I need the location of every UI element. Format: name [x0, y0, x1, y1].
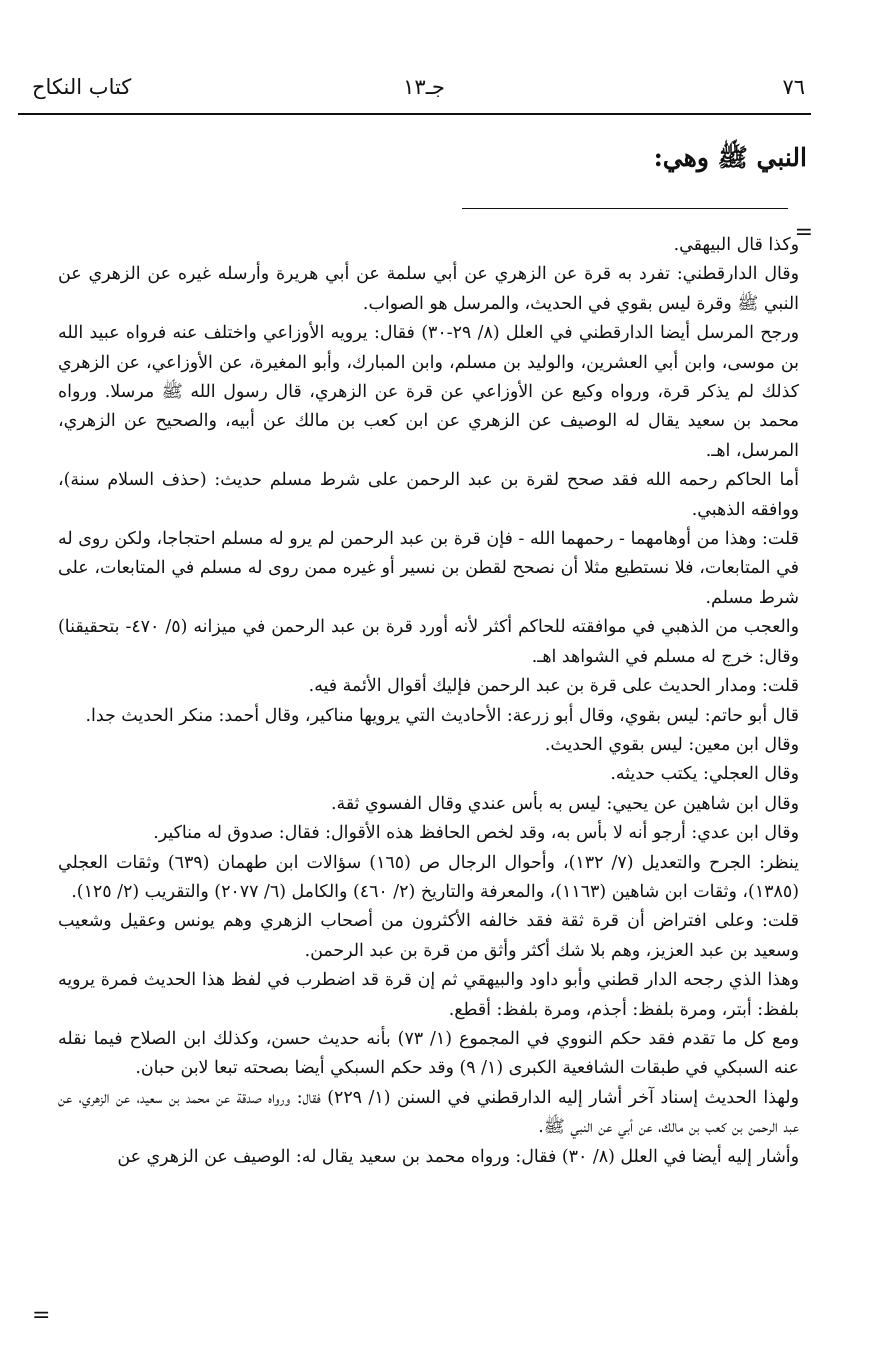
main-text-line: النبي ﷺ وهي:	[653, 143, 807, 172]
page-number: ٧٦	[782, 75, 805, 99]
footnote-paragraph: قلت: ومدار الحديث على قرة بن عبد الرحمن فإليك أقوال الأئمة فيه.	[308, 676, 799, 697]
footnote-continuation-marker-top: =	[794, 220, 813, 245]
footnote-paragraph: وكذا قال البيهقي.	[673, 235, 799, 255]
footnote-separator	[462, 208, 788, 209]
footnote-continuation-marker-bottom: =	[32, 1303, 51, 1328]
footnote-paragraph: وقال الدارقطني: تفرد به قرة عن الزهري عن أبي سلمة عن أبي هريرة وأرسله غيره عن الزهري عن النبي ﷺ وقرة ليس بقوي في الحديث، والمرسل هو الصواب.	[58, 264, 799, 314]
running-header-title: كتاب النكاح	[32, 75, 132, 99]
footnote-paragraph: وقال ابن معين: ليس بقوي الحديث.	[544, 734, 799, 755]
footnote-body	[58, 231, 799, 1172]
running-header-volume: جـ١٣	[403, 75, 445, 99]
footnote-paragraph: ولهذا الحديث إسناد آخر أشار إليه الدارقطني في السنن (١/ ٢٢٩) فقال: ورواه صدقة عن محمد بن سعيد، عن الزهري، عن عبد الرحمن بن كعب بن مالك، عن أبي عن النبي ﷺ.	[58, 1087, 799, 1138]
footnote-paragraph: وقال ابن عدي: أرجو أنه لا بأس به، وقد لخص الحافظ هذه الأقوال: فقال: صدوق له مناكير.	[153, 823, 799, 844]
footnote-paragraph: ومع كل ما تقدم فقد حكم النووي في المجموع (١/ ٧٣) بأنه حديث حسن، وكذلك ابن الصلاح فيما نقله عنه السبكي في طبقات الشافعية الكبرى (١/ ٩) وقد حكم السبكي أيضا بصحته تبعا لابن حبان.	[58, 1028, 800, 1079]
footnote-paragraph: وقال العجلي: يكتب حديثه.	[610, 764, 799, 785]
footnote-paragraph: والعجب من الذهبي في موافقته للحاكم أكثر لأنه أورد قرة بن عبد الرحمن في ميزانه (٥/ ٤٧٠- بتحقيقنا) وقال: خرج له مسلم في الشواهد اهـ.	[58, 617, 799, 667]
footnote-paragraph: وأشار إليه أيضا في العلل (٨/ ٣٠) فقال: ورواه محمد بن سعيد يقال له: الوصيف عن الزهري عن	[117, 1146, 799, 1167]
footnote-paragraph: وقال ابن شاهين عن يحيي: ليس به بأس عندي وقال الفسوي ثقة.	[331, 793, 799, 814]
footnote-paragraph: أما الحاكم رحمه الله فقد صحح لقرة بن عبد الرحمن على شرط مسلم حديث: (حذف السلام سنة)، ووافقه الذهبي.	[58, 470, 799, 520]
footnote-paragraph: قلت: وهذا من أوهامهما - رحمهما الله - فإن قرة بن عبد الرحمن لم يرو له مسلم احتجاجا، ولكن روى له في المتابعات، فلا نستطيع مثلا أن نصحح لقطن بن نسير أو غيره ممن روى له مسلم في المتابعات، على شرط مسلم.	[58, 529, 799, 608]
footnote-paragraph: وهذا الذي رجحه الدار قطني وأبو داود والبيهقي ثم إن قرة قد اضطرب في لفظ هذا الحديث فمرة يرويه بلفظ: أبتر، ومرة بلفظ: أجذم، ومرة بلفظ: أقطع.	[58, 970, 799, 1020]
footnote-paragraph: قلت: وعلى افتراض أن قرة ثقة فقد خالفه الأكثرون من أصحاب الزهري وهم يونس وعقيل وشعيب وسعيد بن عبد العزيز، وهم بلا شك أكثر وأثق من قرة بن عبد الرحمن.	[58, 911, 799, 961]
footnote-paragraph: ورجح المرسل أيضا الدارقطني في العلل (٨/ ٢٩-٣٠) فقال: يرويه الأوزاعي واختلف عنه فرواه عبيد الله بن موسى، وابن أبي العشرين، والوليد بن مسلم، وابن المبارك، وأبو المغيرة، عن الأوزاعي، عن الزهري كذلك لم يذكر قرة، ورواه وكيع عن الأوزاعي عن قرة عن الزهري، قال رسول الله ﷺ مرسلا. ورواه محمد بن سعيد يقال له الوصيف عن الزهري عن ابن كعب بن مالك عن أبيه، والصحيح عن الزهري، المرسل، اهـ.	[58, 323, 800, 461]
footnote-paragraph: قال أبو حاتم: ليس بقوي، وقال أبو زرعة: الأحاديث التي يرويها مناكير، وقال أحمد: منكر الحديث جدا.	[85, 705, 799, 726]
footnote-paragraph: ينظر: الجرح والتعديل (٧/ ١٣٢)، وأحوال الرجال ص (١٦٥) سؤالات ابن طهمان (٦٣٩) وثقات العجلي (١٣٨٥)، وثقات ابن شاهين (١١٦٣)، والمعرفة والتاريخ (٢/ ٤٦٠) والكامل (٦/ ٢٠٧٧) والتقريب (٢/ ١٢٥).	[58, 852, 799, 902]
header-rule	[18, 113, 811, 115]
